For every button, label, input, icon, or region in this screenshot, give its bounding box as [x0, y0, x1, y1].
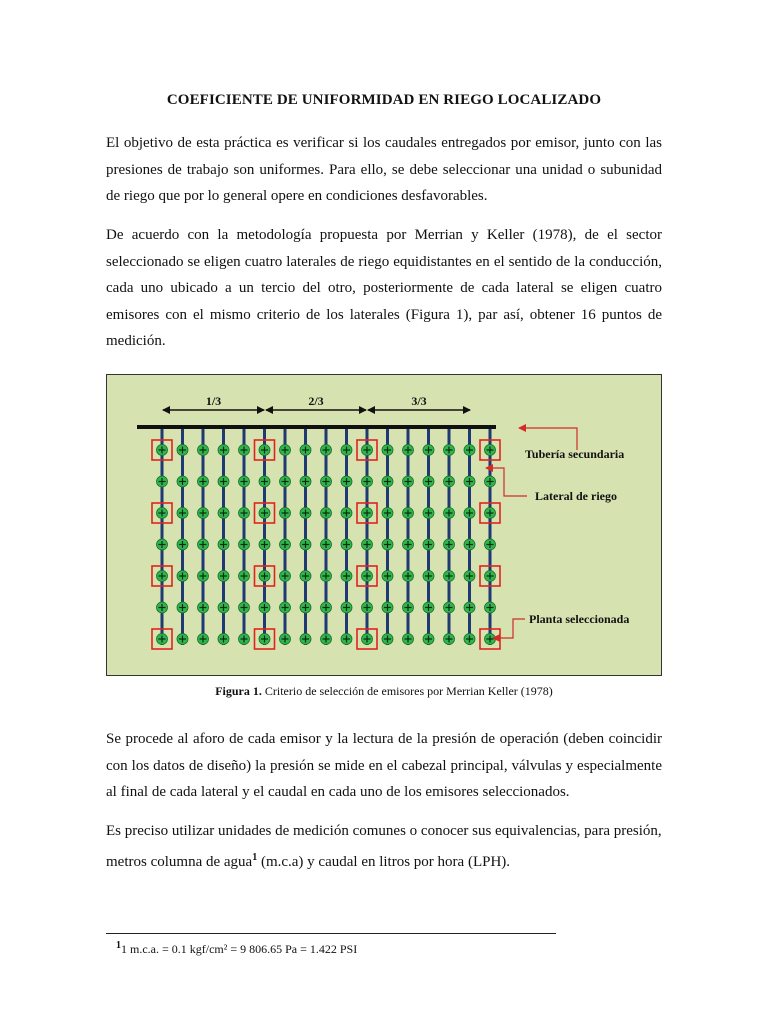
emitter: [280, 539, 291, 550]
emitter: [218, 508, 229, 519]
emitter: [362, 445, 373, 456]
emitter: [300, 445, 311, 456]
emitter: [300, 539, 311, 550]
emitter: [177, 508, 188, 519]
emitter: [198, 508, 209, 519]
emitter: [341, 602, 352, 613]
emitter: [177, 602, 188, 613]
emitter: [321, 476, 332, 487]
emitter: [403, 602, 414, 613]
emitter: [403, 508, 414, 519]
figure-caption: [0, 684, 768, 699]
emitter: [177, 539, 188, 550]
emitter: [259, 445, 270, 456]
emitter: [403, 634, 414, 645]
emitter: [382, 508, 393, 519]
emitter: [177, 634, 188, 645]
emitter: [198, 445, 209, 456]
emitter: [403, 445, 414, 456]
emitter: [362, 571, 373, 582]
emitter: [485, 602, 496, 613]
emitter: [239, 508, 250, 519]
label-secondary-pipe: Tubería secundaria: [525, 447, 625, 461]
emitter: [464, 634, 475, 645]
emitter: [280, 476, 291, 487]
emitter: [362, 508, 373, 519]
emitter: [464, 508, 475, 519]
emitter: [198, 539, 209, 550]
emitter: [280, 634, 291, 645]
emitter: [423, 571, 434, 582]
emitter: [177, 445, 188, 456]
emitter: [280, 508, 291, 519]
emitter: [362, 476, 373, 487]
emitter: [259, 539, 270, 550]
paragraph-units: [106, 818, 662, 875]
emitter: [444, 508, 455, 519]
division-label: 2/3: [308, 394, 324, 408]
emitter: [423, 602, 434, 613]
emitter: [382, 539, 393, 550]
emitter: [362, 602, 373, 613]
emitter: [485, 539, 496, 550]
emitter: [259, 571, 270, 582]
emitter: [218, 571, 229, 582]
division-arrow-head: [265, 406, 273, 414]
emitter: [280, 445, 291, 456]
emitter: [218, 476, 229, 487]
footnote-text: 1 m.c.a. = 0.1 kgf/cm² = 9 806.65 Pa = 1.422 PSI: [121, 942, 358, 956]
emitter: [259, 508, 270, 519]
label-selected-plant: Planta seleccionada: [529, 612, 630, 626]
units-text-before: Es preciso utilizar unidades de medición comunes o conocer sus equivalencias, para presión, metros columna de agua: [106, 823, 662, 870]
emitter: [239, 445, 250, 456]
emitter: [485, 445, 496, 456]
emitter: [321, 634, 332, 645]
emitter: [464, 571, 475, 582]
caption-text: Criterio de selección de emisores por Merrian Keller (1978): [261, 684, 553, 698]
emitter: [259, 634, 270, 645]
emitter: [300, 571, 311, 582]
emitter: [464, 602, 475, 613]
emitter: [177, 571, 188, 582]
paragraph-objective: El objetivo de esta práctica es verificar si los caudales entregados por emisor, junto con las presiones de trabajo son uniformes. Para ello, se debe seleccionar una unidad o subunidad de riego que por lo general opere en condiciones desfavorables.: [106, 135, 662, 204]
emitter: [198, 571, 209, 582]
emitter: [239, 602, 250, 613]
figure-1: [106, 374, 662, 676]
emitter: [444, 539, 455, 550]
emitter: [464, 445, 475, 456]
emitter: [218, 634, 229, 645]
emitter: [341, 445, 352, 456]
emitter: [300, 508, 311, 519]
emitter: [321, 571, 332, 582]
emitter: [300, 602, 311, 613]
footnote: [116, 940, 357, 957]
division-arrow-head: [367, 406, 375, 414]
emitter: [382, 602, 393, 613]
division-label: 1/3: [205, 394, 222, 408]
footnote-mark: 1: [116, 940, 121, 951]
emitter: [444, 476, 455, 487]
paragraph-procedure: Se procede al aforo de cada emisor y la lectura de la presión de operación (deben coincidir con los datos de diseño) la presión se mide en el cabezal principal, válvulas y especialmente al final de cada lateral y el caudal en cada uno de los emisores seleccionados.: [106, 731, 662, 800]
page-title: COEFICIENTE DE UNIFORMIDAD EN RIEGO LOCALIZADO: [166, 92, 602, 108]
emitter: [157, 476, 168, 487]
emitter: [280, 571, 291, 582]
emitter: [485, 634, 496, 645]
emitter: [218, 539, 229, 550]
emitter: [239, 634, 250, 645]
emitter: [157, 571, 168, 582]
division-arrow-head: [162, 406, 170, 414]
emitter: [382, 476, 393, 487]
emitter: [177, 476, 188, 487]
emitter: [464, 539, 475, 550]
emitter: [341, 571, 352, 582]
emitter: [485, 571, 496, 582]
emitter: [423, 539, 434, 550]
emitter: [157, 634, 168, 645]
emitter: [423, 634, 434, 645]
emitter: [239, 571, 250, 582]
emitter: [444, 602, 455, 613]
emitter: [403, 539, 414, 550]
emitter: [403, 476, 414, 487]
emitter: [259, 602, 270, 613]
emitter: [280, 602, 291, 613]
emitter: [239, 476, 250, 487]
emitter: [198, 476, 209, 487]
emitter: [382, 445, 393, 456]
emitter: [321, 508, 332, 519]
emitter: [321, 539, 332, 550]
emitter-grid-diagram: [107, 375, 661, 675]
emitter: [239, 539, 250, 550]
emitter: [259, 476, 270, 487]
paragraph-methodology: De acuerdo con la metodología propuesta por Merrian y Keller (1978), de el sector seleccionado se eligen cuatro laterales de riego equidistantes en el sentido de la conducción, cada uno ubicado a un tercio del otro, posteriormente de cada lateral se eligen cuatro emisores con el mismo criterio de los laterales (Figura 1), par así, obtener 16 puntos de medición.: [106, 227, 662, 349]
emitter: [341, 634, 352, 645]
emitter: [464, 476, 475, 487]
emitter: [403, 571, 414, 582]
emitter: [382, 571, 393, 582]
emitter: [362, 634, 373, 645]
emitter: [423, 508, 434, 519]
emitter: [157, 445, 168, 456]
emitter: [423, 445, 434, 456]
emitter: [300, 476, 311, 487]
emitter: [218, 445, 229, 456]
emitter: [382, 634, 393, 645]
emitter: [444, 634, 455, 645]
emitter: [157, 508, 168, 519]
emitter: [341, 476, 352, 487]
emitter: [198, 602, 209, 613]
emitter: [485, 476, 496, 487]
emitter: [157, 539, 168, 550]
emitter: [485, 508, 496, 519]
label-lateral: Lateral de riego: [535, 489, 617, 503]
emitter: [300, 634, 311, 645]
emitter: [198, 634, 209, 645]
emitter: [218, 602, 229, 613]
emitter: [444, 571, 455, 582]
footnote-divider: [106, 933, 556, 934]
emitter: [157, 602, 168, 613]
emitter: [341, 508, 352, 519]
footnote-reference[interactable]: 1: [252, 851, 258, 863]
units-text-after: (m.c.a) y caudal en litros por hora (LPH).: [257, 853, 511, 870]
emitter: [341, 539, 352, 550]
emitter: [444, 445, 455, 456]
emitter: [423, 476, 434, 487]
division-label: 3/3: [411, 394, 427, 408]
emitter: [321, 602, 332, 613]
emitter: [321, 445, 332, 456]
emitter: [362, 539, 373, 550]
caption-label: Figura 1.: [215, 684, 262, 698]
